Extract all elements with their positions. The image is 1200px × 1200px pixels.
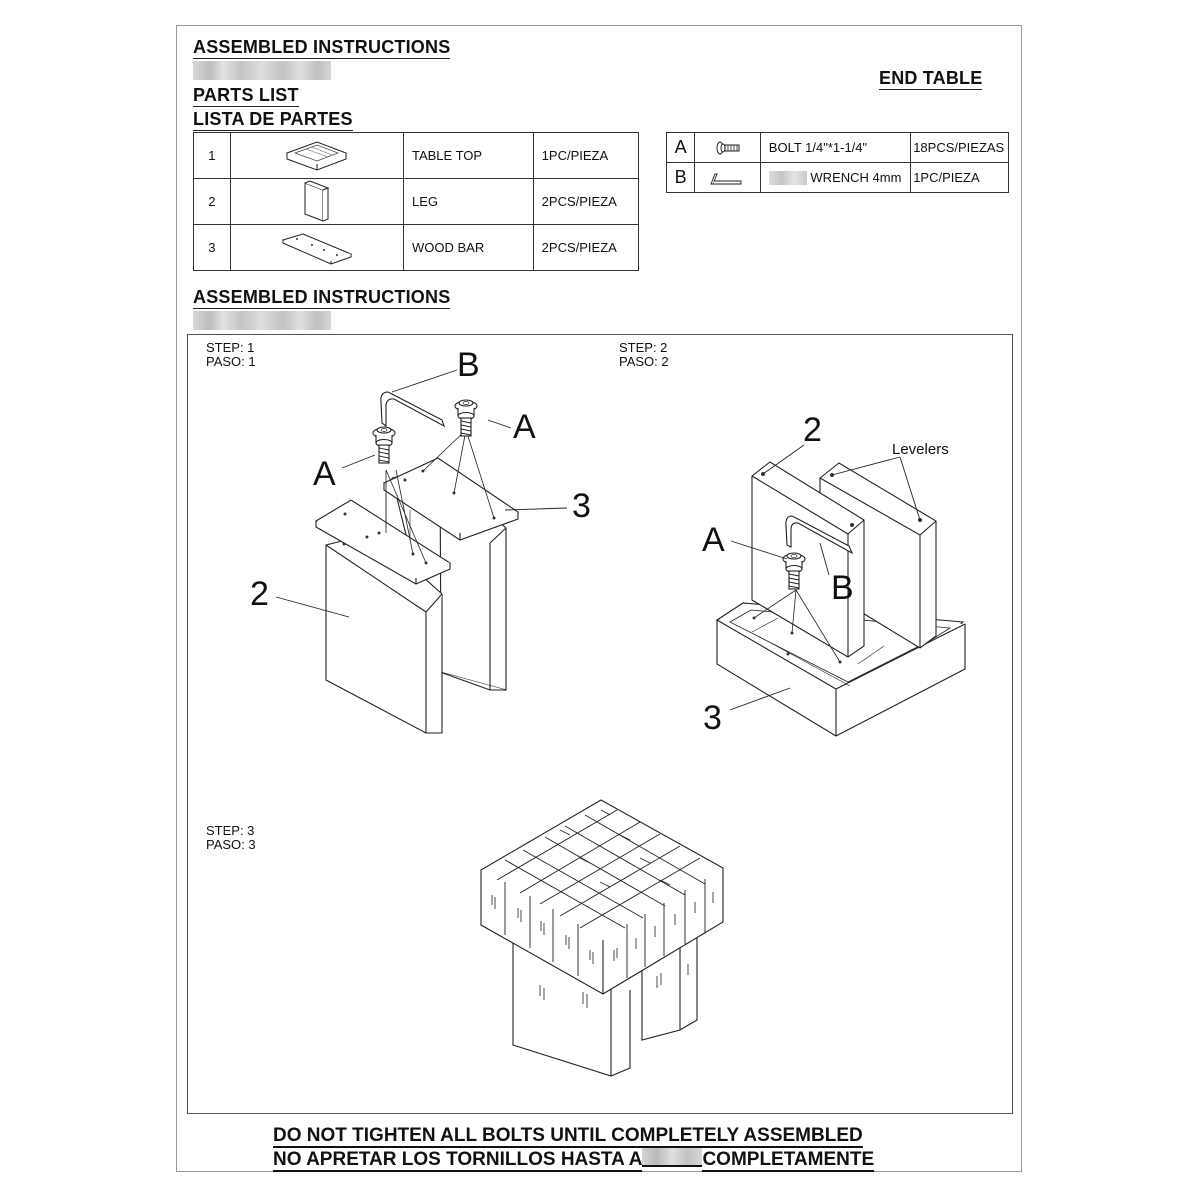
callout-3: 3 — [703, 699, 722, 737]
hardware-letter: B — [667, 163, 695, 193]
product-name: END TABLE — [879, 68, 983, 88]
hardware-qty: 1PC/PIEZA — [911, 163, 1009, 193]
part-name: TABLE TOP — [403, 133, 533, 179]
part-qty: 2PCS/PIEZA — [533, 179, 638, 225]
callout-a: A — [513, 408, 536, 446]
part-number: 3 — [194, 225, 231, 271]
callout-a: A — [313, 455, 336, 493]
assembly-heading: ASSEMBLED INSTRUCTIONS — [193, 287, 451, 307]
callout-3: 3 — [572, 487, 591, 525]
part-name: LEG — [403, 179, 533, 225]
levelers-label: Levelers — [892, 441, 949, 458]
page-title: ASSEMBLED INSTRUCTIONS — [193, 37, 451, 57]
callout-a: A — [702, 521, 725, 559]
redacted-text — [642, 1148, 702, 1167]
hardware-qty: 18PCS/PIEZAS — [911, 133, 1009, 163]
step-label: STEP: 3 — [206, 823, 255, 838]
warning-es-start: NO APRETAR LOS TORNILLOS HASTA A — [273, 1149, 643, 1170]
hardware-name: BOLT 1/4"*1-1/4" — [760, 133, 910, 163]
part-number: 1 — [194, 133, 231, 179]
step-label-es: PASO: 2 — [619, 354, 669, 369]
part-number: 2 — [194, 179, 231, 225]
part-qty: 1PC/PIEZA — [533, 133, 638, 179]
hardware-letter: A — [667, 133, 695, 163]
footer-warning — [273, 1124, 874, 1171]
part-name: WOOD BAR — [403, 225, 533, 271]
step-label-es: PASO: 3 — [206, 837, 256, 852]
parts-list-heading-es: LISTA DE PARTES — [193, 109, 353, 129]
step-label: STEP: 2 — [619, 340, 668, 355]
step-label: STEP: 1 — [206, 340, 255, 355]
callout-b: B — [831, 569, 854, 607]
callout-2: 2 — [803, 411, 822, 449]
step-label-es: PASO: 1 — [206, 354, 256, 369]
parts-list-heading: PARTS LIST — [193, 85, 299, 105]
warning-es-end: COMPLETAMENTE — [702, 1149, 875, 1170]
step-3-drawing — [481, 800, 723, 1076]
part-qty: 2PCS/PIEZA — [533, 225, 638, 271]
warning-en: DO NOT TIGHTEN ALL BOLTS UNTIL COMPLETELY ASSEMBLED — [273, 1125, 863, 1146]
callout-2: 2 — [250, 575, 269, 613]
callout-b: B — [457, 346, 480, 384]
hardware-name: WRENCH 4mm — [810, 169, 902, 185]
